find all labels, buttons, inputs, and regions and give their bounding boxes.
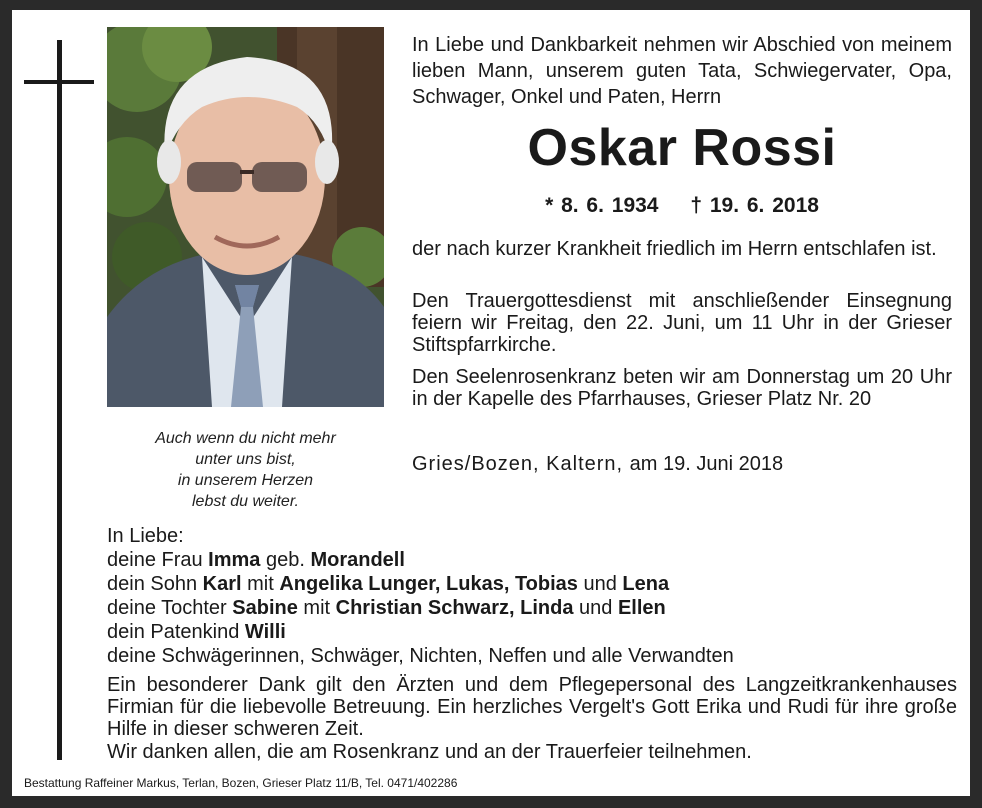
mourner-line: deine Frau Imma geb. Morandell xyxy=(107,549,405,571)
quote-line: unter uns bist, xyxy=(195,451,296,468)
death-date: † 19. 6. 2018 xyxy=(690,194,819,217)
portrait-photo xyxy=(107,27,384,407)
rosary-text: Den Seelenrosenkranz beten wir am Donnerstag um 20 Uhr in der Kapelle des Pfarrhauses, Grieser Platz Nr. 20 xyxy=(412,366,952,410)
thanks-closing: Wir danken allen, die am Rosenkranz und an der Trauerfeier teilnehmen. xyxy=(107,741,752,763)
cross-vertical xyxy=(57,40,62,760)
obituary-notice xyxy=(12,10,970,796)
passing-text: der nach kurzer Krankheit friedlich im Herrn entschlafen ist. xyxy=(412,238,937,260)
quote-line: lebst du weiter. xyxy=(191,493,299,510)
place-date xyxy=(412,453,783,476)
cross-horizontal xyxy=(24,80,94,84)
mourners-list xyxy=(107,524,957,668)
quote-line: in unserem Herzen xyxy=(177,472,314,489)
deceased-name: Oskar Rossi xyxy=(527,119,837,177)
intro-text: In Liebe und Dankbarkeit nehmen wir Abschied von meinem lieben Mann, unserem guten Tata, Schwiegervater, Opa, Schwager, Onkel und Paten, Herrn xyxy=(412,34,952,108)
mourner-line: deine Schwägerinnen, Schwäger, Nichten, Neffen und alle Verwandten xyxy=(107,645,734,667)
life-dates xyxy=(412,194,952,218)
mourner-line: deine Tochter Sabine mit Christian Schwarz, Linda und Ellen xyxy=(107,597,666,619)
place-name: Gries/Bozen, Kaltern, xyxy=(412,453,624,475)
thanks-text: Ein besonderer Dank gilt den Ärzten und dem Pflegepersonal des Langzeitkrankenhauses Firmian für die liebevolle Betreuung. Ein herzliches Vergelt's Gott Erika und Rudi für ihre große Hilfe in dieser schweren Zeit. xyxy=(107,674,957,740)
notice-date: am 19. Juni 2018 xyxy=(629,453,784,475)
memorial-quote xyxy=(107,428,384,512)
mourners-heading: In Liebe: xyxy=(107,525,184,547)
mourner-line: dein Sohn Karl mit Angelika Lunger, Lukas, Tobias und Lena xyxy=(107,573,670,595)
funeral-home-footer: Bestattung Raffeiner Markus, Terlan, Bozen, Grieser Platz 11/B, Tel. 0471/402286 xyxy=(24,776,458,790)
birth-date: * 8. 6. 1934 xyxy=(545,194,659,217)
mourner-line: dein Patenkind Willi xyxy=(107,621,286,643)
quote-line: Auch wenn du nicht mehr xyxy=(155,430,336,447)
funeral-service-text: Den Trauergottesdienst mit anschließender Einsegnung feiern wir Freitag, den 22. Juni, um 11 Uhr in der Grieser Stiftspfarrkirche. xyxy=(412,290,952,356)
